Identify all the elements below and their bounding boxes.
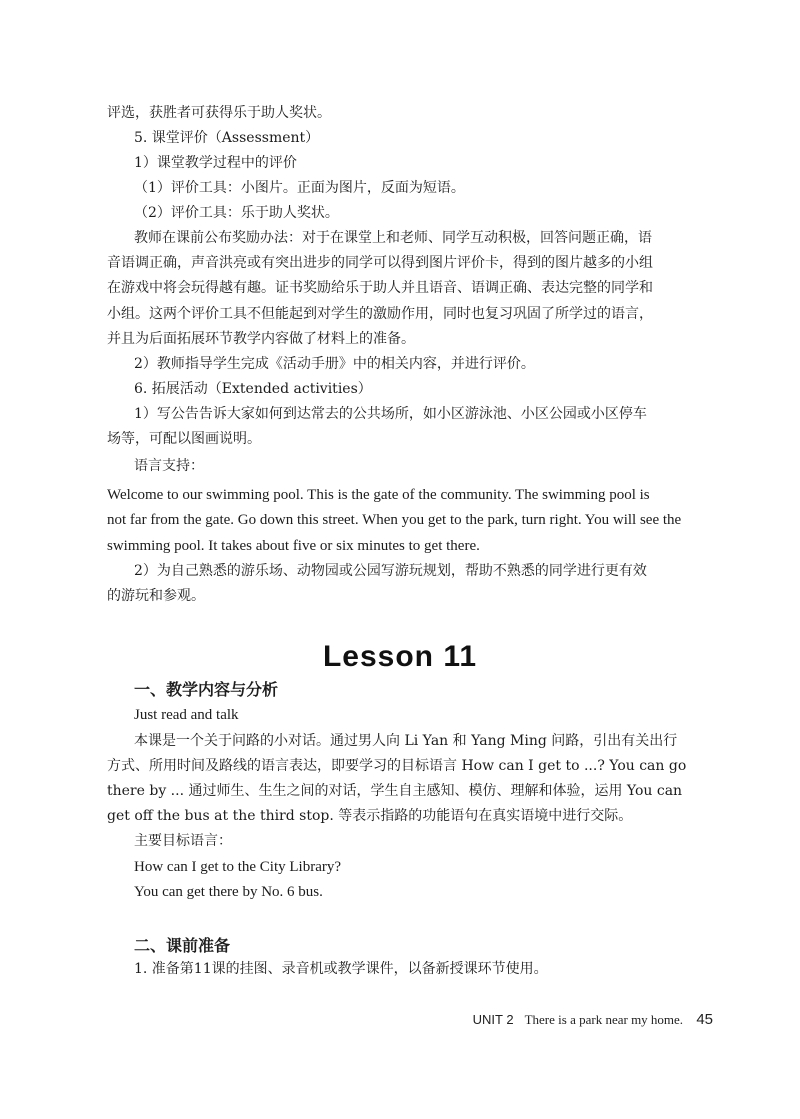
paragraph-line: there by ... 通过师生、生生之间的对话，学生自主感知、模仿、理解和体验，运用 You can	[107, 783, 683, 799]
paragraph-line: 音语调正确，声音洪亮或有突出进步的同学可以得到图片评价卡，得到的图片越多的小组	[107, 255, 653, 271]
english-paragraph-line: not far from the gate. Go down this street. When you get to the park, turn right. You will see the	[107, 512, 682, 528]
paragraph-line: 方式、所用时间及路线的语言表达，即要学习的目标语言 How can I get to ...? You can go	[107, 758, 687, 774]
section-heading-assessment: 5. 课堂评价（Assessment）	[134, 130, 320, 146]
text-line: 1）课堂教学过程中的评价	[134, 155, 297, 171]
paragraph-line: 场等，可配以图画说明。	[107, 431, 261, 447]
page-footer	[473, 1011, 713, 1028]
label-target-language: 主要目标语言：	[134, 833, 232, 849]
text-line: 评选，获胜者可获得乐于助人奖状。	[107, 105, 331, 121]
paragraph-line: 的游玩和参观。	[107, 588, 205, 604]
paragraph-line: 小组。这两个评价工具不但能起到对学生的激励作用，同时也复习巩固了所学过的语言，	[107, 306, 653, 322]
target-sentence: You can get there by No. 6 bus.	[134, 884, 323, 900]
lesson-title: Lesson 11	[322, 640, 478, 673]
label-language-support: 语言支持：	[134, 458, 204, 474]
paragraph-line: get off the bus at the third stop. 等表示指路的功能语句在真实语境中进行交际。	[107, 808, 633, 824]
text-line: 2）教师指导学生完成《活动手册》中的相关内容，并进行评价。	[134, 356, 535, 372]
subheading-just-read: Just read and talk	[134, 707, 239, 723]
paragraph-line: 本课是一个关于问路的小对话。通过男人向 Li Yan 和 Yang Ming 问路，引出有关出行	[134, 733, 678, 749]
paragraph-line: 在游戏中将会玩得越有趣。证书奖励给乐于助人并且语音、语调正确、表达完整的同学和	[107, 280, 653, 296]
paragraph-line: 1）写公告告诉大家如何到达常去的公共场所，如小区游泳池、小区公园或小区停车	[134, 406, 647, 422]
footer-unit-title: There is a park near my home.	[524, 1012, 684, 1027]
paragraph-line: 并且为后面拓展环节教学内容做了材料上的准备。	[107, 331, 415, 347]
footer-unit: UNIT 2	[472, 1012, 514, 1027]
section-heading-content-analysis: 一、教学内容与分析	[134, 680, 279, 699]
text-line: （2）评价工具：乐于助人奖状。	[134, 205, 339, 221]
page-number: 45	[696, 1011, 713, 1028]
paragraph-line: 1. 准备第11课的挂图、录音机或教学课件，以备新授课环节使用。	[134, 961, 548, 977]
english-paragraph-line: swimming pool. It takes about five or six minutes to get there.	[107, 538, 480, 554]
text-line: （1）评价工具：小图片。正面为图片，反面为短语。	[134, 180, 465, 196]
english-paragraph-line: Welcome to our swimming pool. This is the gate of the community. The swimming pool is	[107, 487, 650, 503]
target-sentence: How can I get to the City Library?	[134, 859, 342, 875]
paragraph-line: 2）为自己熟悉的游乐场、动物园或公园写游玩规划，帮助不熟悉的同学进行更有效	[134, 563, 647, 579]
section-heading-extended: 6. 拓展活动（Extended activities）	[134, 381, 372, 397]
section-heading-preparation: 二、课前准备	[134, 936, 231, 955]
paragraph-line: 教师在课前公布奖励办法：对于在课堂上和老师、同学互动积极，回答问题正确，语	[134, 230, 652, 246]
